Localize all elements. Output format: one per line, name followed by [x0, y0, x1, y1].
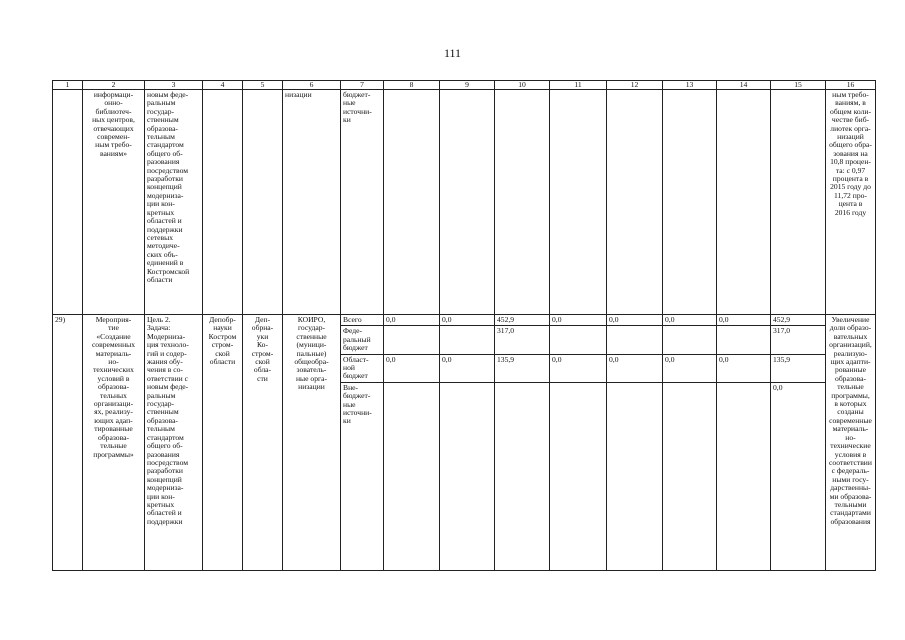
value-cell	[663, 326, 717, 354]
coordinator-cell	[203, 315, 243, 571]
value-cell	[440, 326, 495, 354]
source-text: Област- ной бюджет	[343, 354, 369, 381]
value-cell: 0,0	[607, 354, 663, 382]
coordinator-text: Депобр- науки Костром стром- ской области	[208, 315, 237, 367]
header-cell: 6	[283, 81, 341, 90]
header-cell: 14	[717, 81, 771, 90]
value-cell: 0,0	[550, 315, 607, 326]
source-cell	[341, 382, 384, 570]
value-cell: 0,0	[663, 354, 717, 382]
total-cell: 0,0	[771, 382, 826, 570]
header-cell: 4	[203, 81, 243, 90]
value-cell: 0,0	[717, 315, 771, 326]
value-cell	[607, 382, 663, 570]
header-cell: 9	[440, 81, 495, 90]
value-cell	[384, 90, 440, 315]
executor-cell	[243, 90, 283, 315]
table-row-continuation	[53, 90, 876, 315]
total-cell: 452,9	[771, 315, 826, 326]
source-cell	[341, 90, 384, 315]
value-cell: 0,0	[717, 354, 771, 382]
source-text: Всего	[343, 315, 362, 324]
header-cell: 12	[607, 81, 663, 90]
value-cell: 0,0	[663, 315, 717, 326]
value-cell	[550, 326, 607, 354]
value-cell	[607, 326, 663, 354]
value-cell	[550, 382, 607, 570]
coordinator-cell	[203, 90, 243, 315]
value-cell	[495, 382, 550, 570]
event-name-cell	[83, 315, 145, 571]
value-cell	[717, 382, 771, 570]
header-cell: 16	[826, 81, 876, 90]
participants-cell	[283, 90, 341, 315]
result-cell	[826, 90, 876, 315]
value-cell: 452,9	[495, 315, 550, 326]
header-cell: 10	[495, 81, 550, 90]
header-cell: 2	[83, 81, 145, 90]
program-table	[52, 80, 876, 571]
value-cell	[440, 382, 495, 570]
header-cell: 15	[771, 81, 826, 90]
value-cell	[717, 326, 771, 354]
result-text: ным требо- ваниям, в общем коли- честве биб- лиотек орга- низаций общего обра- зования на 10,8 процен- та: с 0,97 процента в 2015 году до 11,72 про- цента в 2016 году	[829, 90, 872, 217]
source-text: бюджет- ные источни- ки	[343, 90, 372, 125]
table-row	[53, 315, 876, 326]
value-cell: 0,0	[384, 354, 440, 382]
participants-text: низации	[285, 90, 312, 99]
value-cell	[663, 90, 717, 315]
header-row	[53, 81, 876, 90]
participants-cell	[283, 315, 341, 571]
value-cell: 0,0	[607, 315, 663, 326]
total-cell: 135,9	[771, 354, 826, 382]
header-cell: 1	[53, 81, 83, 90]
event-name-text: Мероприя- тие «Создание современных материаль- но- технических условий в образова- тельных организаци- ях, реализу- ющих адап- тированные образова- тельные программы»	[91, 315, 136, 459]
source-text: Вне- бюджет- ные источни- ки	[343, 382, 372, 426]
value-cell	[384, 326, 440, 354]
value-cell	[440, 90, 495, 315]
value-cell	[607, 90, 663, 315]
header-cell: 8	[384, 81, 440, 90]
result-cell	[826, 315, 876, 571]
header-cell: 3	[145, 81, 203, 90]
row-number-text: 29)	[55, 315, 66, 324]
goal-cell	[145, 315, 203, 571]
value-cell	[384, 382, 440, 570]
value-cell: 317,0	[495, 326, 550, 354]
value-cell	[663, 382, 717, 570]
header-cell: 13	[663, 81, 717, 90]
result-text: Увеличение доли образо- вательных организаций, реализую- щих адапти- рованные образова- тельные программы, в которых созданы современные материаль- но- технические условия в соответствии с федераль- ными госу- дарственны- ми образова- тельными стандартами образования	[829, 315, 872, 526]
total-cell: 317,0	[771, 326, 826, 354]
page-number: 111	[443, 46, 462, 60]
source-cell	[341, 326, 384, 354]
executor-cell	[243, 315, 283, 571]
source-text: Феде- ральный бюджет	[343, 326, 371, 353]
value-cell: 0,0	[550, 354, 607, 382]
value-cell: 0,0	[440, 354, 495, 382]
header-cell: 5	[243, 81, 283, 90]
value-cell	[550, 90, 607, 315]
source-cell	[341, 315, 384, 326]
goal-text: новым феде- ральным государ- ственным образова- тельным стандартом общего об- разования посредством разработки концепций модерниза- ции кон- кретных областей и поддержки сетевых методиче- ских объ- единений в Костромской области	[147, 90, 190, 284]
goal-cell	[145, 90, 203, 315]
goal-text: Цель 2. Задача: Модерниза- ция техноло- гий и содер- жания обу- чения в со- ответствии с новым феде- ральным государ- ственным образова- тельным стандартом общего об- разования посредством разработки концепций модерниза- ции кон- кретных областей и поддержки	[147, 315, 189, 526]
event-name-text: информаци- онно- библиотеч- ных центров, отвечающих современ- ным требо- ваниям»	[92, 90, 135, 158]
source-cell	[341, 354, 384, 382]
header-cell: 7	[341, 81, 384, 90]
value-cell	[495, 90, 550, 315]
value-cell	[717, 90, 771, 315]
event-name-cell	[83, 90, 145, 315]
value-cell: 0,0	[384, 315, 440, 326]
value-cell: 135,9	[495, 354, 550, 382]
executor-text: Деп- обрна- уки Ко- стром- ской обла- сти	[251, 315, 274, 383]
participants-text: КОИРО, государ- ственные (муници- пальные) общеобра- зователь- ные орга- низации	[294, 315, 329, 392]
row-number-cell	[53, 315, 83, 571]
total-cell	[771, 90, 826, 315]
value-cell: 0,0	[440, 315, 495, 326]
header-cell: 11	[550, 81, 607, 90]
row-number-cell	[53, 90, 83, 315]
